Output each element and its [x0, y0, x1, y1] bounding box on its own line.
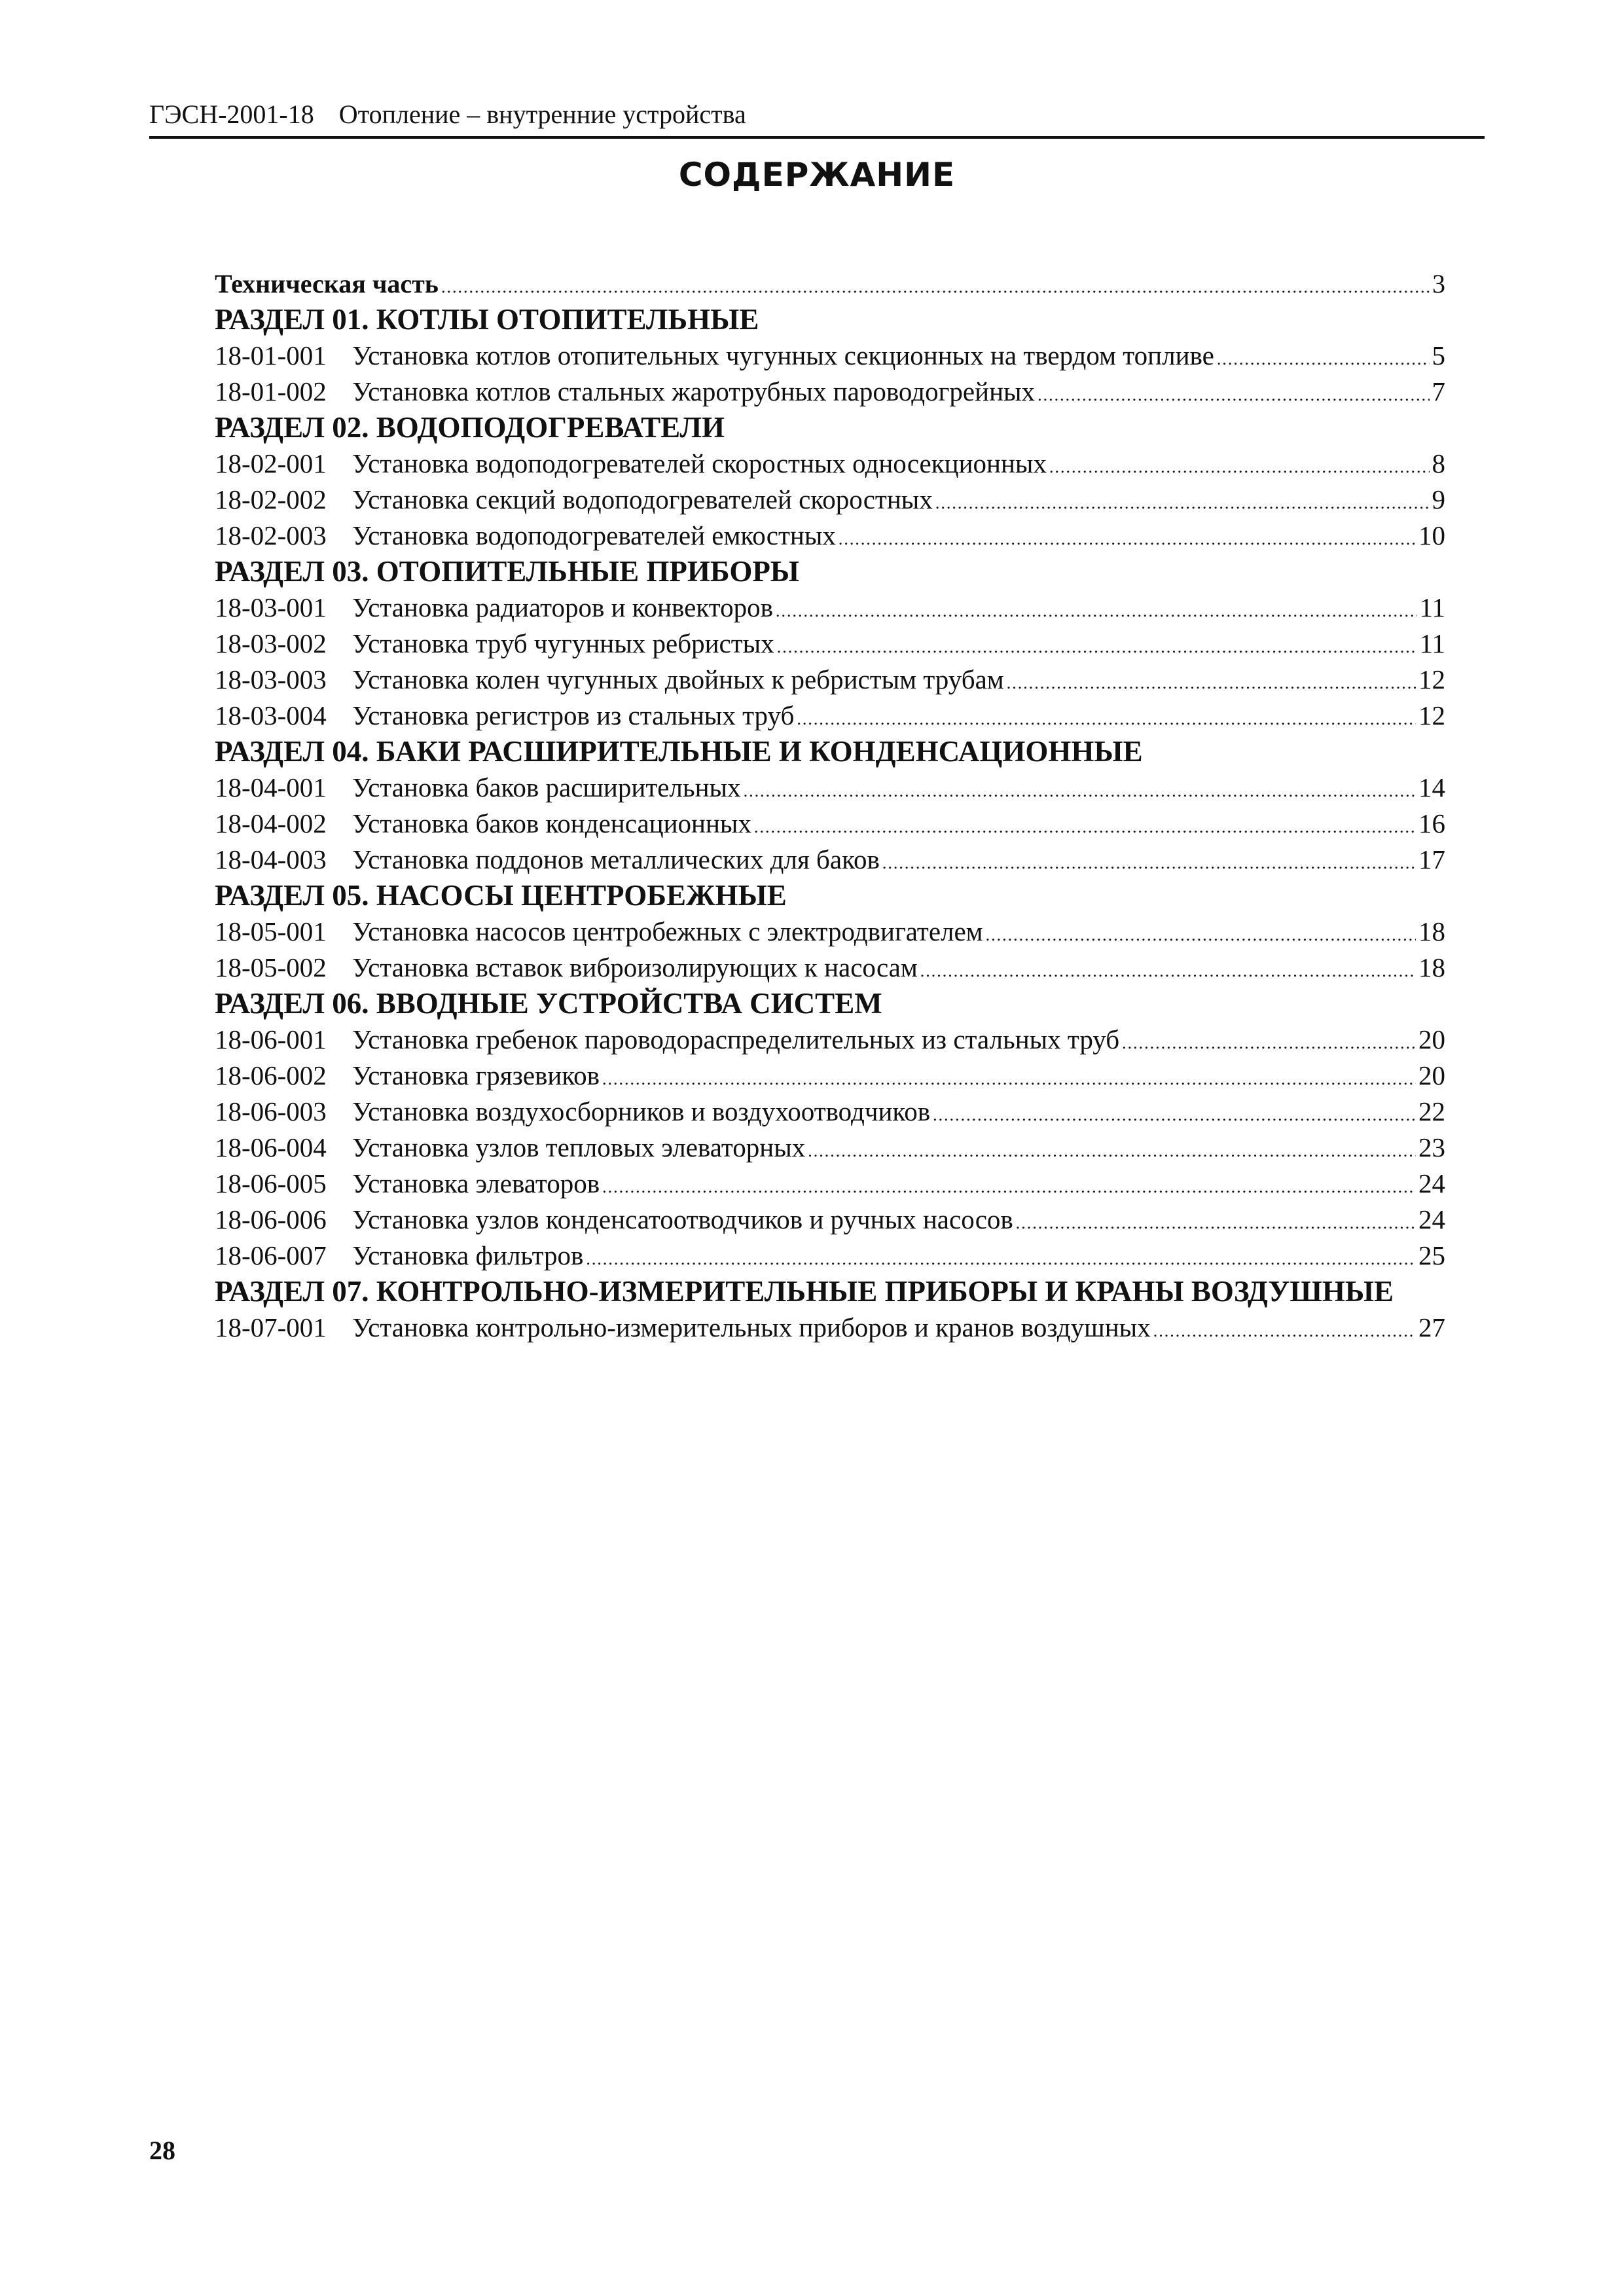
toc-entry-label: Установка секций водоподогревателей скоростных [352, 484, 933, 514]
toc-entry-page: 11 [1419, 592, 1445, 622]
toc-entry-page: 18 [1418, 916, 1445, 946]
toc-section-heading [215, 554, 1445, 590]
toc-entry-label: Установка баков расширительных [352, 772, 741, 802]
dot-leader [933, 1094, 1416, 1133]
header-subtitle: Отопление – внутренние устройства [338, 99, 746, 129]
toc-entry [215, 1310, 1445, 1346]
toc-entry-code: 18-06-007 [215, 1240, 327, 1270]
toc-entry-label: Установка гребенок пароводораспределительных из стальных труб [352, 1024, 1120, 1054]
toc-entry-code: 18-03-004 [215, 700, 327, 730]
toc-entry-label: Установка колен чугунных двойных к ребристым трубам [352, 664, 1004, 694]
dot-leader [808, 1130, 1416, 1169]
toc-entry-page: 25 [1418, 1240, 1445, 1270]
toc-section-label: РАЗДЕЛ 01. КОТЛЫ ОТОПИТЕЛЬНЫЕ [215, 303, 759, 336]
toc-section-label: РАЗДЕЛ 02. ВОДОПОДОГРЕВАТЕЛИ [215, 411, 725, 444]
toc-entry [215, 1238, 1445, 1274]
page-number: 28 [149, 2136, 175, 2165]
toc-section-label: РАЗДЕЛ 07. КОНТРОЛЬНО-ИЗМЕРИТЕЛЬНЫЕ ПРИБОРЫ И КРАНЫ ВОЗДУШНЫЕ [215, 1275, 1394, 1308]
toc-entry-page: 11 [1419, 628, 1445, 658]
toc-entry-code: 18-03-003 [215, 664, 327, 694]
toc-entry-code: 18-04-001 [215, 772, 327, 802]
dot-leader [986, 914, 1416, 953]
dot-leader [586, 1238, 1416, 1277]
toc-entry-label: Установка водоподогревателей скоростных односекционных [352, 448, 1047, 478]
toc-entry-code: 18-07-001 [215, 1312, 327, 1342]
running-header [149, 98, 1485, 139]
header-document-code: ГЭСН-2001-18 [149, 99, 314, 129]
toc-entry-page: 12 [1418, 700, 1445, 730]
toc-entry [215, 662, 1445, 698]
toc-entry-code: 18-03-002 [215, 628, 327, 658]
toc-section-label: РАЗДЕЛ 06. ВВОДНЫЕ УСТРОЙСТВА СИСТЕМ [215, 987, 882, 1020]
dot-leader [754, 806, 1416, 845]
toc-entry-page: 20 [1418, 1060, 1445, 1090]
toc-entry-page: 3 [1432, 269, 1445, 298]
dot-leader [1007, 662, 1416, 701]
toc-entry [215, 482, 1445, 518]
toc-entry-page: 27 [1418, 1312, 1445, 1342]
toc-entry-code: 18-02-002 [215, 484, 327, 514]
toc-entry-label: Установка воздухосборников и воздухоотводчиков [352, 1096, 931, 1126]
toc-entry-page: 24 [1418, 1168, 1445, 1198]
toc-entry [215, 950, 1445, 986]
toc-entry [215, 698, 1445, 734]
dot-leader [797, 698, 1416, 737]
toc-entry [215, 1094, 1445, 1130]
toc-entry-code: 18-03-001 [215, 592, 327, 622]
toc-entry-page: 20 [1418, 1024, 1445, 1054]
toc-entry-code: 18-04-002 [215, 808, 327, 838]
toc-entry-page: 12 [1418, 664, 1445, 694]
toc-entry-page: 9 [1432, 484, 1445, 514]
toc-entry-page: 7 [1432, 376, 1445, 406]
toc-entry [215, 1058, 1445, 1094]
toc-entry-label: Установка котлов стальных жаротрубных пароводогрейных [352, 376, 1036, 406]
dot-leader [744, 770, 1416, 809]
toc-entry-label: Установка узлов тепловых элеваторных [352, 1132, 806, 1162]
toc-entry-code: 18-01-002 [215, 376, 327, 406]
dot-leader [1038, 374, 1429, 413]
toc-entry-label: Установка насосов центробежных с электродвигателем [352, 916, 983, 946]
toc-entry-label: Установка поддонов металлических для баков [352, 844, 880, 874]
toc-section-heading [215, 986, 1445, 1022]
toc-entry [215, 446, 1445, 482]
toc-entry-code: 18-05-001 [215, 916, 327, 946]
dot-leader [882, 842, 1416, 881]
toc-entry-code: 18-06-003 [215, 1096, 327, 1126]
toc-entry [215, 374, 1445, 410]
toc-entry-code: 18-04-003 [215, 844, 327, 874]
dot-leader [602, 1166, 1416, 1205]
dot-leader [1153, 1310, 1416, 1349]
dot-leader [602, 1058, 1416, 1097]
toc-entry-code: 18-06-002 [215, 1060, 327, 1090]
toc-section-label: РАЗДЕЛ 04. БАКИ РАСШИРИТЕЛЬНЫЕ И КОНДЕНСАЦИОННЫЕ [215, 735, 1143, 768]
dot-leader [839, 518, 1416, 557]
toc-entry-page: 8 [1432, 448, 1445, 478]
toc-entry-label: Установка контрольно-измерительных приборов и кранов воздушных [352, 1312, 1151, 1342]
toc-entry-label: Установка вставок виброизолирующих к насосам [352, 952, 918, 982]
toc-entry-label: Установка баков конденсационных [352, 808, 751, 838]
toc-entry-page: 10 [1418, 520, 1445, 550]
toc-section-label: РАЗДЕЛ 03. ОТОПИТЕЛЬНЫЕ ПРИБОРЫ [215, 555, 799, 588]
toc-technical-part [215, 266, 1445, 302]
toc-section-heading [215, 302, 1445, 338]
toc-entry-label: Установка регистров из стальных труб [352, 700, 795, 730]
toc-section-label: РАЗДЕЛ 05. НАСОСЫ ЦЕНТРОБЕЖНЫЕ [215, 879, 787, 912]
toc-entry-label: Установка фильтров [352, 1240, 584, 1270]
toc-entry-code: 18-06-004 [215, 1132, 327, 1162]
toc-entry-code: 18-06-001 [215, 1024, 327, 1054]
toc-entry-page: 23 [1418, 1132, 1445, 1162]
toc-entry [215, 770, 1445, 806]
toc-section-heading [215, 878, 1445, 914]
toc-entry-label: Техническая часть [215, 269, 439, 298]
toc-entry-page: 18 [1418, 952, 1445, 982]
toc-entry-code: 18-01-001 [215, 340, 327, 370]
dot-leader [777, 626, 1417, 665]
toc-entry-label: Установка водоподогревателей емкостных [352, 520, 836, 550]
toc-entry-page: 24 [1418, 1204, 1445, 1234]
toc-entry-code: 18-06-006 [215, 1204, 327, 1234]
toc-entry-page: 22 [1418, 1096, 1445, 1126]
toc-entry-code: 18-06-005 [215, 1168, 327, 1198]
toc-entry-page: 17 [1418, 844, 1445, 874]
toc-entry [215, 626, 1445, 662]
toc-entry [215, 590, 1445, 626]
toc-entry [215, 806, 1445, 842]
toc-entry-code: 18-02-001 [215, 448, 327, 478]
dot-leader [1122, 1022, 1416, 1061]
toc-section-heading [215, 734, 1445, 770]
toc-entry [215, 914, 1445, 950]
dot-leader [1217, 338, 1430, 377]
toc-entry [215, 518, 1445, 554]
toc-entry [215, 338, 1445, 374]
dot-leader [935, 482, 1430, 521]
toc-entry-label: Установка радиаторов и конвекторов [352, 592, 773, 622]
dot-leader [1016, 1202, 1416, 1241]
toc-section-heading [215, 410, 1445, 446]
toc-entry [215, 1202, 1445, 1238]
toc-entry-page: 14 [1418, 772, 1445, 802]
toc-entry-code: 18-05-002 [215, 952, 327, 982]
dot-leader [776, 590, 1417, 629]
dot-leader [441, 266, 1430, 305]
toc-entry-label: Установка котлов отопительных чугунных секционных на твердом топливе [352, 340, 1214, 370]
toc-entry [215, 1166, 1445, 1202]
dot-leader [1049, 446, 1430, 485]
dot-leader [920, 950, 1416, 989]
toc-entry-code: 18-02-003 [215, 520, 327, 550]
toc-entry [215, 1022, 1445, 1058]
toc-entry [215, 842, 1445, 878]
toc-entry-page: 5 [1432, 340, 1445, 370]
toc-entry-label: Установка узлов конденсатоотводчиков и ручных насосов [352, 1204, 1013, 1234]
table-of-contents [215, 266, 1445, 1346]
page-title: СОДЕРЖАНИЕ [678, 156, 956, 194]
toc-section-heading [215, 1274, 1445, 1310]
toc-entry-label: Установка труб чугунных ребристых [352, 628, 774, 658]
toc-entry [215, 1130, 1445, 1166]
toc-entry-label: Установка грязевиков [352, 1060, 600, 1090]
toc-entry-page: 16 [1418, 808, 1445, 838]
toc-entry-label: Установка элеваторов [352, 1168, 600, 1198]
